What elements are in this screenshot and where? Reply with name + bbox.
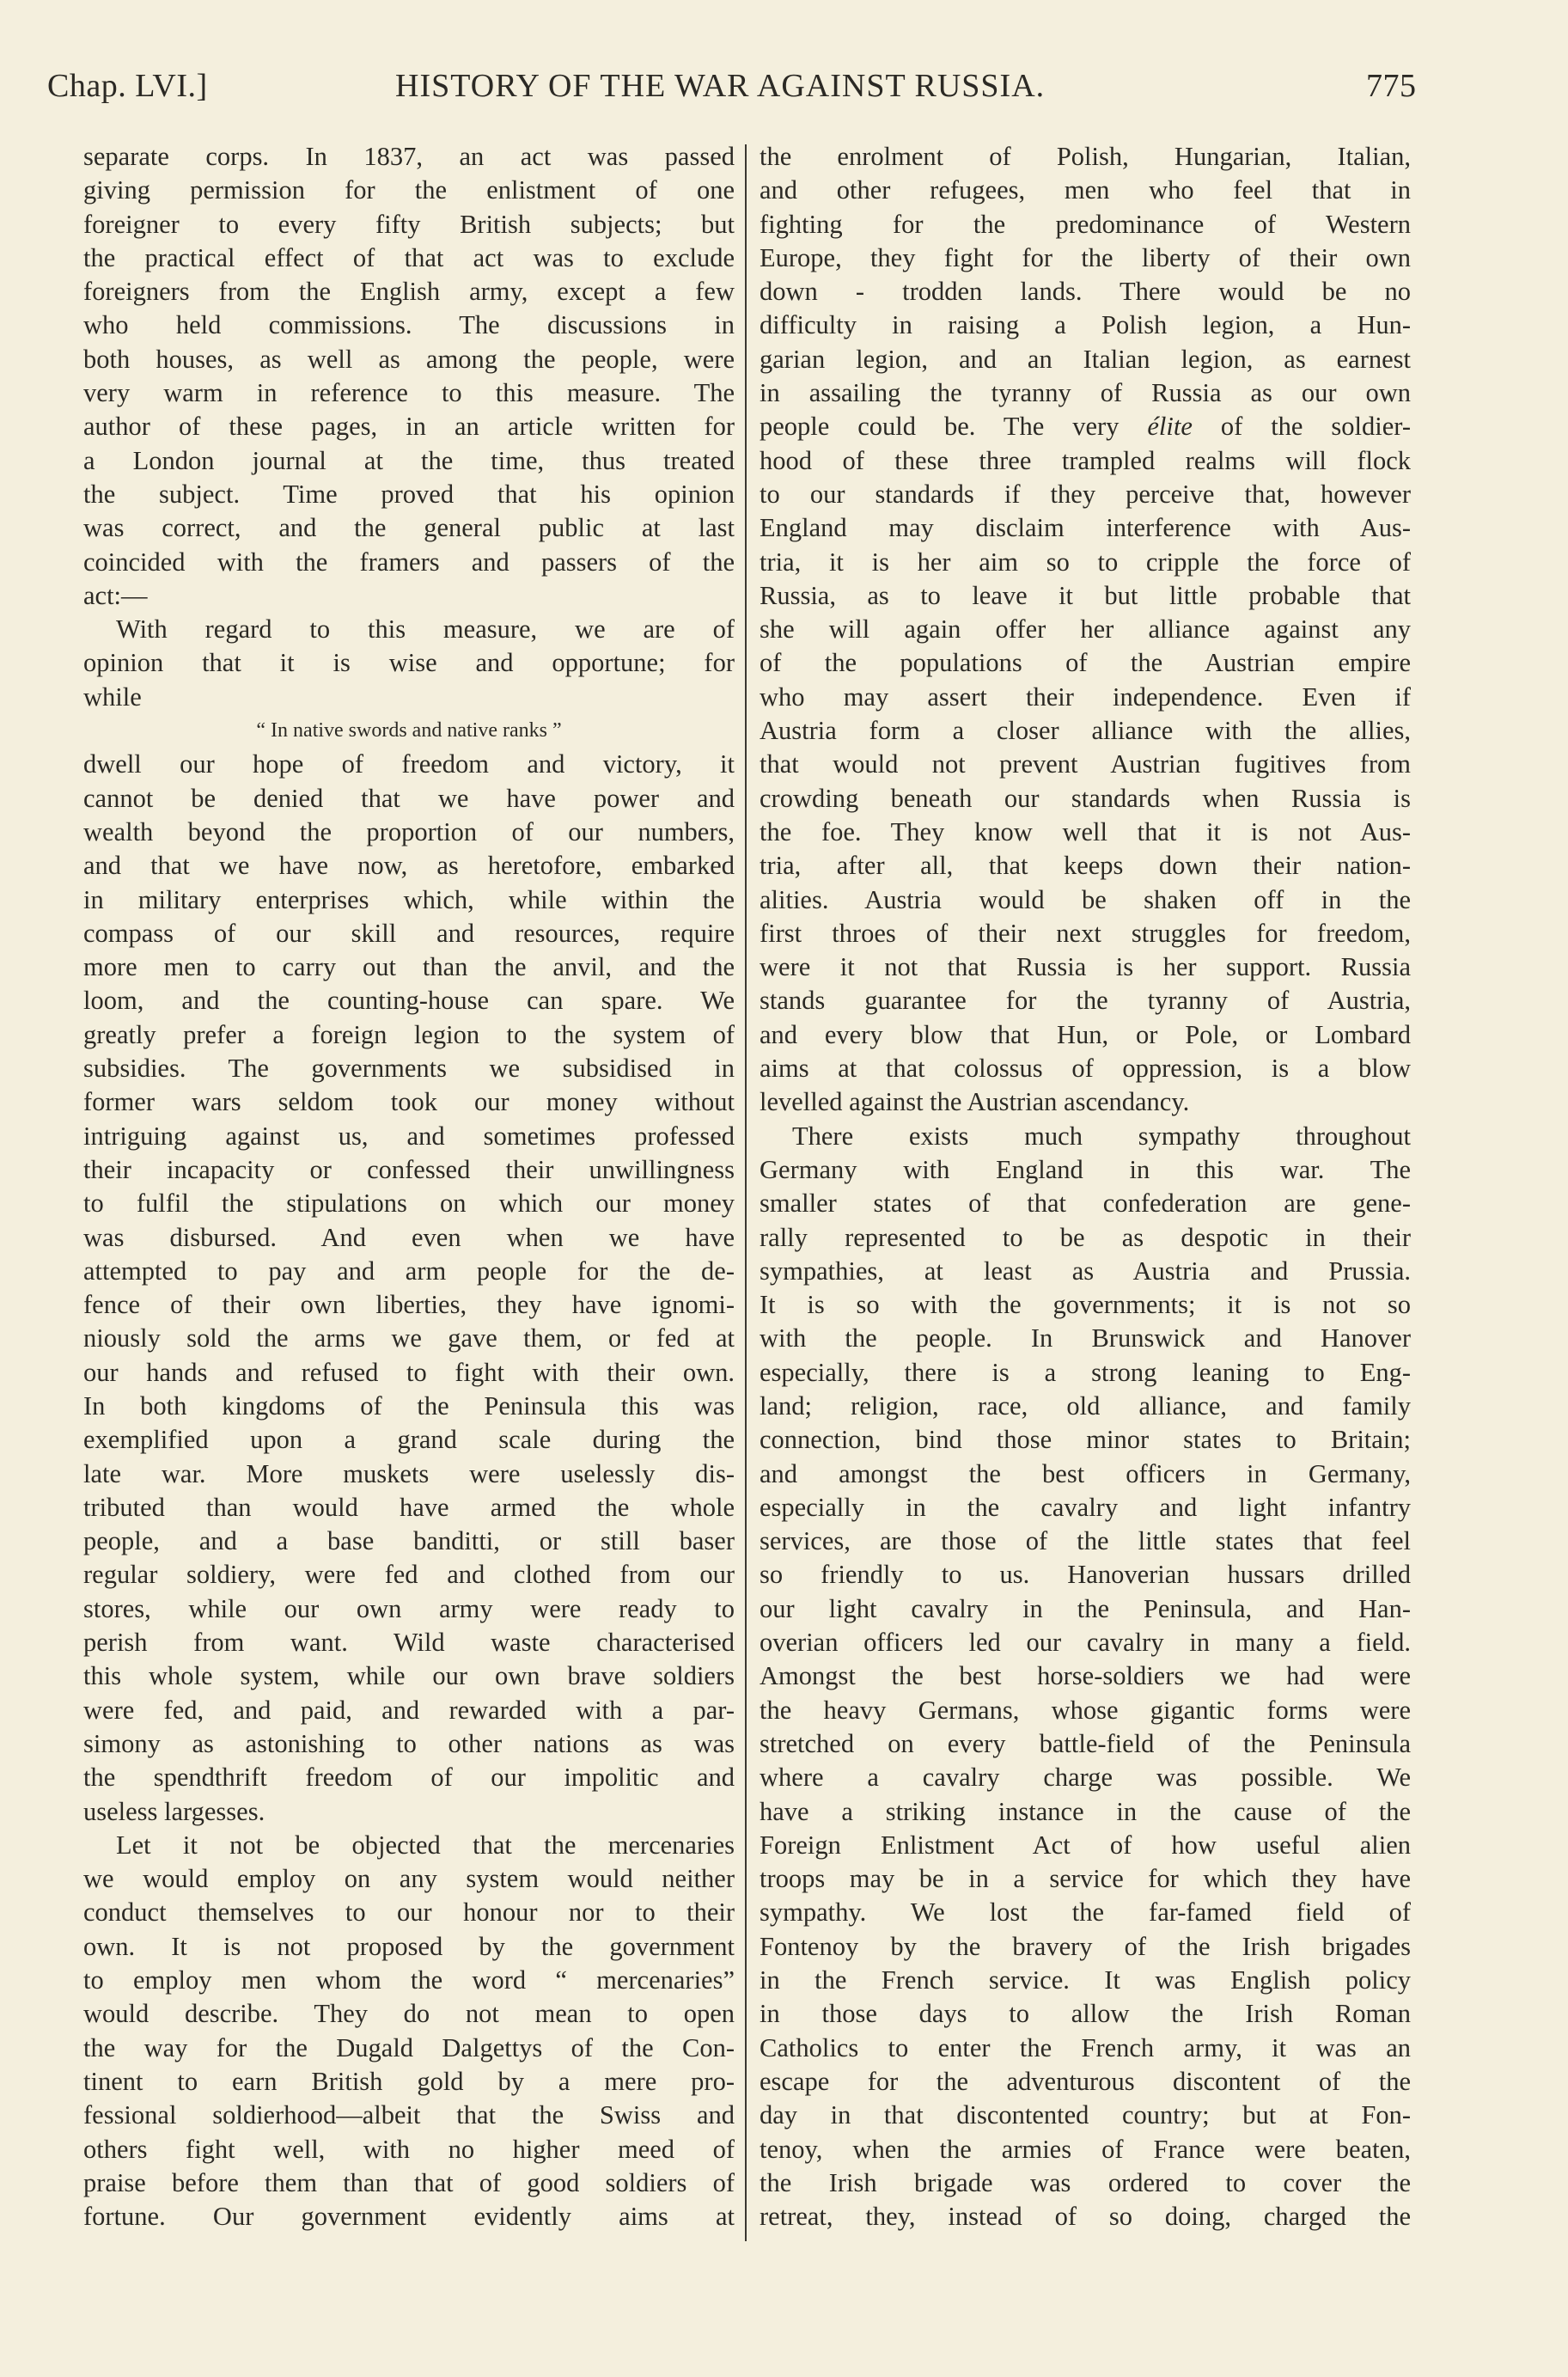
text-line: coincided with the framers and passers of the	[83, 547, 735, 577]
text-line: the way for the Dugald Dalgettys of the Con-	[83, 2032, 735, 2062]
text-line: dwell our hope of freedom and victory, it	[83, 749, 735, 779]
text-line: especially in the cavalry and light infantry	[760, 1492, 1411, 1522]
text-line: aims at that colossus of oppression, is a blow	[760, 1054, 1411, 1084]
text-line: the enrolment of Polish, Hungarian, Italian,	[760, 142, 1411, 171]
text-line: were fed, and paid, and rewarded with a par-	[83, 1695, 735, 1725]
text-line: difficulty in raising a Polish legion, a Hun-	[760, 310, 1411, 340]
text-line: of the populations of the Austrian empire	[760, 648, 1411, 678]
text-line: subsidies. The governments we subsidised in	[83, 1054, 735, 1084]
text-line: the foe. They know well that it is not Aus-	[760, 816, 1411, 846]
text-line: praise before them than that of good soldiers of	[83, 2167, 735, 2197]
text-line: with the people. In Brunswick and Hanover	[760, 1323, 1411, 1353]
text-line: fessional soldierhood—albeit that the Swiss and	[83, 2100, 735, 2130]
text-line: first throes of their next struggles for freedom,	[760, 918, 1411, 948]
text-line: our hands and refused to fight with their own.	[83, 1357, 735, 1387]
text-line: in military enterprises which, while within the	[83, 884, 735, 914]
text-line: the spendthrift freedom of our impolitic and	[83, 1763, 735, 1793]
text-line: we would employ on any system would neither	[83, 1864, 735, 1894]
text-line: day in that discontented country; but at Fon-	[760, 2100, 1411, 2130]
text-line: connection, bind those minor states to Britain;	[760, 1425, 1411, 1455]
text-line: down - trodden lands. There would be no	[760, 277, 1411, 307]
text-line: fortune. Our government evidently aims at	[83, 2202, 735, 2232]
text-line: sympathies, at least as Austria and Prussia.	[760, 1256, 1411, 1286]
text-line: act:—	[83, 580, 148, 610]
text-line: tria, it is her aim so to cripple the force of	[760, 547, 1411, 577]
text-line: stands guarantee for the tyranny of Austria,	[760, 986, 1411, 1016]
text-line: niously sold the arms we gave them, or fed at	[83, 1323, 735, 1353]
text-line: compass of our skill and resources, require	[83, 918, 735, 948]
text-line: England may disclaim interference with Aus-	[760, 513, 1411, 543]
right-column	[760, 140, 1411, 2233]
text-line: the subject. Time proved that his opinion	[83, 479, 735, 509]
column-divider	[745, 144, 747, 2241]
text-line: overian officers led our cavalry in many a field.	[760, 1628, 1411, 1658]
text-line: more men to carry out than the anvil, and the	[83, 952, 735, 982]
text-line: Foreign Enlistment Act of how useful alien	[760, 1830, 1411, 1860]
text-line: opinion that it is wise and opportune; for	[83, 648, 735, 678]
text-line: to our standards if they perceive that, however	[760, 479, 1411, 509]
text-line: intriguing against us, and sometimes professed	[83, 1121, 735, 1151]
text-line: a London journal at the time, thus treated	[83, 445, 735, 475]
text-line: in the French service. It was English policy	[760, 1965, 1411, 1995]
text-line: stores, while our own army were ready to	[83, 1593, 735, 1623]
text-line: both houses, as well as among the people, were	[83, 344, 735, 374]
text-line: so friendly to us. Hanoverian hussars drilled	[760, 1560, 1411, 1590]
running-head-title: HISTORY OF THE WAR AGAINST RUSSIA.	[395, 68, 1046, 104]
text-line: to fulfil the stipulations on which our money	[83, 1188, 735, 1219]
text-line: that would not prevent Austrian fugitives from	[760, 749, 1411, 779]
text-line: the Irish brigade was ordered to cover the	[760, 2167, 1411, 2197]
text-line: she will again offer her alliance against any	[760, 614, 1411, 645]
text-line: Russia, as to leave it but little probable that	[760, 580, 1411, 610]
quotation-line: “ In native swords and native ranks ”	[256, 719, 562, 742]
text-line: With regard to this measure, we are of	[116, 614, 735, 645]
text-line: separate corps. In 1837, an act was passed	[83, 142, 735, 171]
text-line: tinent to earn British gold by a mere pro-	[83, 2066, 735, 2096]
text-line: to employ men whom the word “ mercenaries”	[83, 1965, 735, 1995]
text-line: perish from want. Wild waste characterised	[83, 1628, 735, 1658]
text-line: garian legion, and an Italian legion, as earnest	[760, 344, 1411, 374]
text-line: tenoy, when the armies of France were beaten,	[760, 2134, 1411, 2164]
text-line: wealth beyond the proportion of our numbers,	[83, 816, 735, 846]
text-line: and other refugees, men who feel that in	[760, 175, 1411, 205]
page-number: 775	[1366, 68, 1417, 104]
text-line: simony as astonishing to other nations as was	[83, 1728, 735, 1758]
text-line: Catholics to enter the French army, it was an	[760, 2032, 1411, 2062]
text-line: our light cavalry in the Peninsula, and Han-	[760, 1593, 1411, 1623]
text-line: levelled against the Austrian ascendancy.	[760, 1087, 1190, 1117]
left-column	[83, 140, 735, 2233]
text-line: were it not that Russia is her support. Russia	[760, 952, 1411, 982]
text-line: was disbursed. And even when we have	[83, 1222, 735, 1252]
text-line: escape for the adventurous discontent of the	[760, 2066, 1411, 2096]
text-line: in those days to allow the Irish Roman	[760, 1999, 1411, 2029]
text-line: people could be. The very élite of the soldier-	[760, 412, 1411, 442]
text-line: conduct themselves to our honour nor to their	[83, 1897, 735, 1928]
text-line: foreigner to every fifty British subjects; but	[83, 209, 735, 239]
text-line: It is so with the governments; it is not so	[760, 1290, 1411, 1320]
text-line: In both kingdoms of the Peninsula this was	[83, 1390, 735, 1421]
text-line: cannot be denied that we have power and	[83, 783, 735, 813]
text-line: very warm in reference to this measure. The	[83, 378, 735, 408]
text-line: people, and a base banditti, or still baser	[83, 1526, 735, 1556]
text-line: former wars seldom took our money without	[83, 1087, 735, 1117]
text-line: loom, and the counting-house can spare. We	[83, 986, 735, 1016]
text-line: Europe, they fight for the liberty of their own	[760, 242, 1411, 272]
text-line: stretched on every battle-field of the Peninsula	[760, 1728, 1411, 1758]
text-line: fence of their own liberties, they have ignomi-	[83, 1290, 735, 1320]
text-line: troops may be in a service for which they have	[760, 1864, 1411, 1894]
text-line: Austria form a closer alliance with the allies,	[760, 716, 1411, 746]
text-line: where a cavalry charge was possible. We	[760, 1763, 1411, 1793]
text-line: while	[83, 681, 142, 712]
text-line: Amongst the best horse-soldiers we had were	[760, 1661, 1411, 1691]
text-line: the practical effect of that act was to exclude	[83, 242, 735, 272]
text-line: who held commissions. The discussions in	[83, 310, 735, 340]
text-line: and that we have now, as heretofore, embarked	[83, 851, 735, 881]
text-line: their incapacity or confessed their unwillingness	[83, 1154, 735, 1184]
text-line: giving permission for the enlistment of one	[83, 175, 735, 205]
text-line: especially, there is a strong leaning to Eng-	[760, 1357, 1411, 1387]
text-line: this whole system, while our own brave soldiers	[83, 1661, 735, 1691]
text-line: fighting for the predominance of Western	[760, 209, 1411, 239]
text-line: land; religion, race, old alliance, and family	[760, 1390, 1411, 1421]
text-line: attempted to pay and arm people for the de-	[83, 1256, 735, 1286]
text-line: sympathy. We lost the far-famed field of	[760, 1897, 1411, 1928]
text-line: author of these pages, in an article written for	[83, 412, 735, 442]
text-line: have a striking instance in the cause of the	[760, 1796, 1411, 1826]
text-line: regular soldiery, were fed and clothed from our	[83, 1560, 735, 1590]
text-line: in assailing the tyranny of Russia as our own	[760, 378, 1411, 408]
text-line: and every blow that Hun, or Pole, or Lombard	[760, 1019, 1411, 1049]
text-line: was correct, and the general public at last	[83, 513, 735, 543]
text-line: the heavy Germans, whose gigantic forms were	[760, 1695, 1411, 1725]
text-line: late war. More muskets were uselessly dis-	[83, 1458, 735, 1488]
text-line: rally represented to be as despotic in their	[760, 1222, 1411, 1252]
text-line: would describe. They do not mean to open	[83, 1999, 735, 2029]
text-line: useless largesses.	[83, 1796, 265, 1826]
text-line: Fontenoy by the bravery of the Irish brigades	[760, 1931, 1411, 1961]
text-line: There exists much sympathy throughout	[792, 1121, 1411, 1151]
text-line: Germany with England in this war. The	[760, 1154, 1411, 1184]
text-line: crowding beneath our standards when Russia is	[760, 783, 1411, 813]
text-line: foreigners from the English army, except a few	[83, 277, 735, 307]
text-line: exemplified upon a grand scale during the	[83, 1425, 735, 1455]
text-line: alities. Austria would be shaken off in the	[760, 884, 1411, 914]
text-line: who may assert their independence. Even if	[760, 681, 1411, 712]
text-line: and amongst the best officers in Germany,	[760, 1458, 1411, 1488]
text-line: own. It is not proposed by the government	[83, 1931, 735, 1961]
text-line: hood of these three trampled realms will flock	[760, 445, 1411, 475]
text-line: retreat, they, instead of so doing, charged the	[760, 2202, 1411, 2232]
text-line: tria, after all, that keeps down their nation-	[760, 851, 1411, 881]
running-head-chapter: Chap. LVI.]	[47, 68, 208, 104]
text-line: smaller states of that confederation are gene-	[760, 1188, 1411, 1219]
text-line: services, are those of the little states that feel	[760, 1526, 1411, 1556]
text-line: Let it not be objected that the mercenaries	[116, 1830, 735, 1860]
text-line: others fight well, with no higher meed of	[83, 2134, 735, 2164]
text-line: tributed than would have armed the whole	[83, 1492, 735, 1522]
text-line: greatly prefer a foreign legion to the system of	[83, 1019, 735, 1049]
